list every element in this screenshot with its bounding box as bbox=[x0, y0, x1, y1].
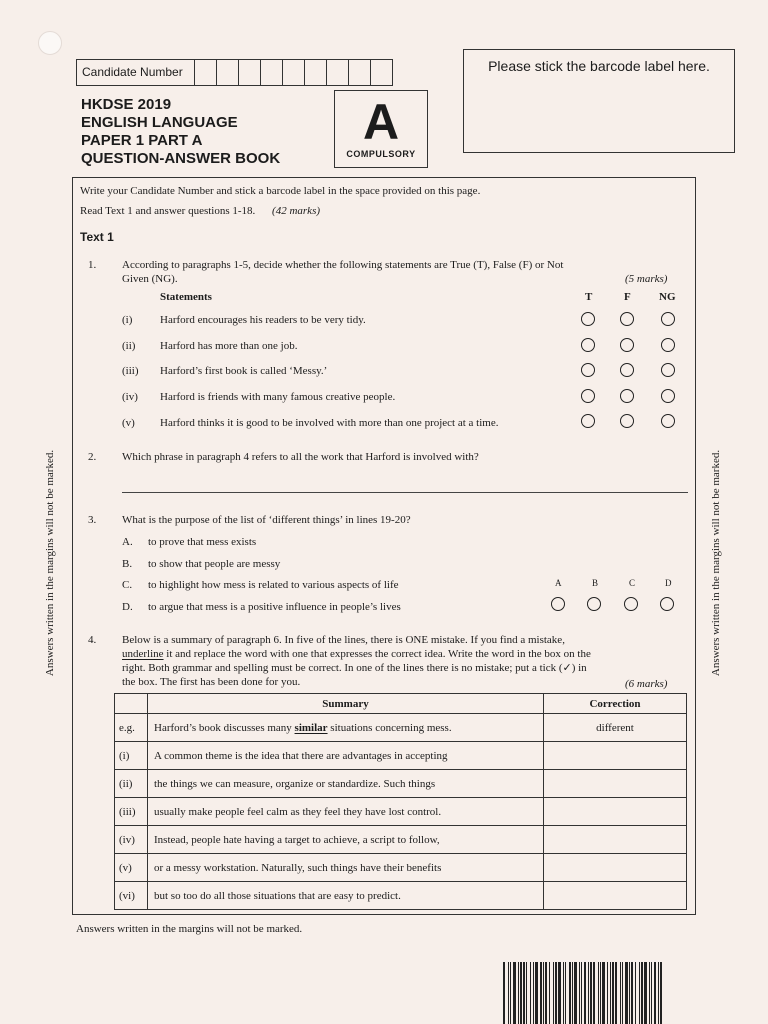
correction-cell[interactable] bbox=[544, 770, 687, 798]
barcode-bar bbox=[612, 962, 614, 1024]
candidate-digit-cell[interactable] bbox=[239, 60, 261, 85]
barcode-bar bbox=[654, 962, 656, 1024]
question-4-line-4: the box. The first has been done for you. bbox=[122, 676, 301, 688]
question-3-text: What is the purpose of the list of ‘different things’ in lines 19-20? bbox=[122, 514, 411, 526]
barcode-image bbox=[503, 962, 728, 1024]
answer-circle-not-given[interactable] bbox=[661, 338, 675, 352]
barcode-bar bbox=[584, 962, 586, 1024]
answer-circle-true[interactable] bbox=[581, 338, 595, 352]
barcode-bar bbox=[510, 962, 511, 1024]
barcode-bar bbox=[641, 962, 643, 1024]
summary-line[interactable]: the things we can measure, organize or standardize. Such things bbox=[148, 770, 544, 798]
table-row bbox=[115, 770, 687, 798]
candidate-digit-cell[interactable] bbox=[371, 60, 392, 85]
paper-letter: A bbox=[362, 94, 400, 150]
paper-type-box bbox=[334, 90, 428, 168]
option-letter: D. bbox=[122, 601, 133, 613]
option-letter: B. bbox=[122, 558, 133, 570]
column-not-given-label: NG bbox=[659, 291, 676, 303]
barcode-bar bbox=[607, 962, 608, 1024]
barcode-bar bbox=[553, 962, 554, 1024]
statement-number: (i) bbox=[122, 314, 133, 326]
row-number: (iii) bbox=[115, 798, 148, 826]
row-number: (v) bbox=[115, 854, 148, 882]
summary-line[interactable]: usually make people feel calm as they feel they have lost control. bbox=[148, 798, 544, 826]
barcode-bar bbox=[533, 962, 534, 1024]
barcode-bar bbox=[620, 962, 621, 1024]
summary-line[interactable]: but so too do all those situations that are easy to predict. bbox=[148, 882, 544, 910]
barcode-label-area[interactable] bbox=[463, 49, 735, 153]
candidate-digit-cell[interactable] bbox=[217, 60, 239, 85]
left-margin-note: Answers written in the margins will not be marked. bbox=[44, 449, 56, 677]
summary-line[interactable]: Instead, people hate having a target to achieve, a script to follow, bbox=[148, 826, 544, 854]
underline-keyword: underline bbox=[122, 648, 164, 660]
answer-letter-b: B bbox=[592, 578, 599, 588]
option-text: to show that people are messy bbox=[148, 558, 281, 570]
row-number: (iv) bbox=[115, 826, 148, 854]
barcode-bar bbox=[658, 962, 659, 1024]
table-row bbox=[115, 882, 687, 910]
question-1-text-line1: According to paragraphs 1-5, decide whether the following statements are True (T), False (F) or Not bbox=[122, 259, 564, 271]
question-4-line-2-text: it and replace the word with one that expresses the correct idea. Write the word in the box on the bbox=[166, 648, 591, 660]
question-2-text: Which phrase in paragraph 4 refers to all the work that Harford is involved with? bbox=[122, 451, 479, 463]
candidate-digit-cell[interactable] bbox=[261, 60, 283, 85]
answer-letter-c: C bbox=[629, 578, 636, 588]
summary-line bbox=[148, 714, 544, 742]
barcode-bar bbox=[520, 962, 522, 1024]
answer-circle-b[interactable] bbox=[587, 597, 601, 611]
barcode-bar bbox=[588, 962, 589, 1024]
statement-number: (ii) bbox=[122, 340, 136, 352]
barcode-bar bbox=[593, 962, 595, 1024]
answer-circle-d[interactable] bbox=[660, 597, 674, 611]
section-title: Text 1 bbox=[80, 230, 114, 244]
column-false-label: F bbox=[624, 291, 631, 303]
option-letter: A. bbox=[122, 536, 133, 548]
table-row bbox=[115, 854, 687, 882]
title-line: HKDSE 2019 bbox=[81, 96, 172, 113]
barcode-bar bbox=[503, 962, 505, 1024]
barcode-bar bbox=[540, 962, 542, 1024]
question-1-text-line2: Given (NG). bbox=[122, 273, 178, 285]
example-mistake-word: similar bbox=[294, 721, 328, 734]
candidate-digit-cell[interactable] bbox=[327, 60, 349, 85]
answer-circle-true[interactable] bbox=[581, 389, 595, 403]
correction-cell[interactable] bbox=[544, 798, 687, 826]
answer-circle-not-given[interactable] bbox=[661, 363, 675, 377]
candidate-number-label: Candidate Number bbox=[77, 60, 195, 85]
barcode-bar bbox=[644, 962, 647, 1024]
correction-cell[interactable] bbox=[544, 882, 687, 910]
answer-circle-c[interactable] bbox=[624, 597, 638, 611]
barcode-bar bbox=[590, 962, 592, 1024]
barcode-bar bbox=[565, 962, 566, 1024]
question-number: 2. bbox=[88, 451, 97, 463]
barcode-bar bbox=[631, 962, 633, 1024]
instruction-text: Read Text 1 and answer questions 1-18. bbox=[80, 205, 256, 217]
question-4-line-2 bbox=[122, 647, 591, 661]
barcode-bar bbox=[639, 962, 640, 1024]
barcode-bar bbox=[579, 962, 580, 1024]
barcode-bar bbox=[526, 962, 527, 1024]
table-header-summary: Summary bbox=[148, 694, 544, 714]
barcode-bar bbox=[558, 962, 561, 1024]
statement-text: Harford has more than one job. bbox=[160, 340, 298, 352]
barcode-bar bbox=[513, 962, 516, 1024]
barcode-bar bbox=[535, 962, 538, 1024]
barcode-bar bbox=[649, 962, 650, 1024]
candidate-digit-cell[interactable] bbox=[305, 60, 327, 85]
bottom-margin-note: Answers written in the margins will not be marked. bbox=[76, 923, 303, 935]
answer-circle-not-given[interactable] bbox=[661, 414, 675, 428]
title-line: PAPER 1 PART A bbox=[81, 132, 203, 149]
table-header-row bbox=[115, 694, 687, 714]
instruction-marks: (42 marks) bbox=[272, 205, 321, 217]
candidate-number-box bbox=[76, 59, 393, 86]
barcode-bar bbox=[600, 962, 601, 1024]
column-true-label: T bbox=[585, 291, 593, 303]
barcode-bar bbox=[629, 962, 630, 1024]
barcode-bar bbox=[545, 962, 547, 1024]
answer-letter-a: A bbox=[555, 578, 562, 588]
barcode-bar bbox=[602, 962, 605, 1024]
table-header-correction: Correction bbox=[544, 694, 687, 714]
summary-text: Harford’s book discusses many bbox=[154, 721, 292, 734]
title-line: ENGLISH LANGUAGE bbox=[81, 114, 238, 131]
table-row bbox=[115, 742, 687, 770]
barcode-bar bbox=[610, 962, 611, 1024]
barcode-bar bbox=[569, 962, 571, 1024]
option-text: to highlight how mess is related to various aspects of life bbox=[148, 579, 399, 591]
answer-circle-false[interactable] bbox=[620, 363, 634, 377]
barcode-bar bbox=[660, 962, 662, 1024]
answer-circle-true[interactable] bbox=[581, 414, 595, 428]
table-header-blank bbox=[115, 694, 148, 714]
statement-number: (iii) bbox=[122, 365, 139, 377]
barcode-bar bbox=[530, 962, 531, 1024]
barcode-label-instruction: Please stick the barcode label here. bbox=[488, 58, 710, 74]
question-number: 4. bbox=[88, 634, 97, 646]
exam-title bbox=[81, 96, 280, 168]
answer-circle-not-given[interactable] bbox=[661, 389, 675, 403]
statement-text: Harford is friends with many famous creative people. bbox=[160, 391, 396, 403]
barcode-bar bbox=[651, 962, 652, 1024]
answer-circle-false[interactable] bbox=[620, 338, 634, 352]
barcode-bar bbox=[625, 962, 628, 1024]
row-number: (vi) bbox=[115, 882, 148, 910]
barcode-bar bbox=[523, 962, 525, 1024]
barcode-bar bbox=[543, 962, 544, 1024]
barcode-bar bbox=[518, 962, 519, 1024]
row-number: (ii) bbox=[115, 770, 148, 798]
barcode-bar bbox=[635, 962, 636, 1024]
barcode-bar bbox=[615, 962, 617, 1024]
answer-circle-false[interactable] bbox=[620, 312, 634, 326]
row-number: (i) bbox=[115, 742, 148, 770]
barcode-bar bbox=[622, 962, 623, 1024]
question-4-line-3: right. Both grammar and spelling must be correct. In one of the lines there is no mistake; put a tick (✓) in bbox=[122, 662, 587, 674]
barcode-bar bbox=[598, 962, 599, 1024]
question-4-line-1: Below is a summary of paragraph 6. In five of the lines, there is ONE mistake. If you find a mistake, bbox=[122, 634, 565, 646]
answer-circle-true[interactable] bbox=[581, 312, 595, 326]
instruction-line-1: Write your Candidate Number and stick a barcode label in the space provided on this page. bbox=[80, 185, 481, 197]
statements-header: Statements bbox=[160, 291, 212, 303]
correction-cell: different bbox=[544, 714, 687, 742]
candidate-digit-cell[interactable] bbox=[195, 60, 217, 85]
candidate-digit-cell[interactable] bbox=[283, 60, 305, 85]
barcode-bar bbox=[581, 962, 582, 1024]
instruction-line-2 bbox=[80, 204, 320, 218]
candidate-digit-cell[interactable] bbox=[349, 60, 371, 85]
statement-number: (iv) bbox=[122, 391, 138, 403]
answer-circle-false[interactable] bbox=[620, 389, 634, 403]
question-number: 3. bbox=[88, 514, 97, 526]
correction-cell[interactable] bbox=[544, 826, 687, 854]
question-1-marks: (5 marks) bbox=[625, 273, 668, 285]
barcode-bar bbox=[574, 962, 577, 1024]
statement-text: Harford thinks it is good to be involved with more than one project at a time. bbox=[160, 417, 499, 429]
row-number: e.g. bbox=[115, 714, 148, 742]
answer-circle-false[interactable] bbox=[620, 414, 634, 428]
option-text: to argue that mess is a positive influence in people’s lives bbox=[148, 601, 401, 613]
question-number: 1. bbox=[88, 259, 97, 271]
statement-number: (v) bbox=[122, 417, 135, 429]
barcode-bar bbox=[508, 962, 509, 1024]
table-row bbox=[115, 798, 687, 826]
barcode-bar bbox=[549, 962, 550, 1024]
answer-circle-true[interactable] bbox=[581, 363, 595, 377]
answer-line[interactable] bbox=[122, 492, 688, 493]
question-4-marks: (6 marks) bbox=[625, 678, 668, 690]
option-text: to prove that mess exists bbox=[148, 536, 257, 548]
answer-circle-not-given[interactable] bbox=[661, 312, 675, 326]
barcode-bar bbox=[555, 962, 557, 1024]
statement-text: Harford’s first book is called ‘Messy.’ bbox=[160, 365, 328, 377]
right-margin-note: Answers written in the margins will not be marked. bbox=[710, 449, 722, 677]
barcode-bar bbox=[572, 962, 573, 1024]
title-line: QUESTION-ANSWER BOOK bbox=[81, 150, 281, 167]
summary-text: situations concerning mess. bbox=[330, 721, 452, 734]
paper-type-label: COMPULSORY bbox=[346, 149, 416, 159]
summary-line[interactable]: or a messy workstation. Naturally, such things have their benefits bbox=[148, 854, 544, 882]
table-row bbox=[115, 714, 687, 742]
summary-line[interactable]: A common theme is the idea that there are advantages in accepting bbox=[148, 742, 544, 770]
correction-cell[interactable] bbox=[544, 742, 687, 770]
answer-letter-d: D bbox=[665, 578, 672, 588]
summary-table bbox=[114, 693, 687, 910]
statement-text: Harford encourages his readers to be very tidy. bbox=[160, 314, 366, 326]
option-letter: C. bbox=[122, 579, 133, 591]
punch-hole bbox=[38, 31, 62, 55]
table-row bbox=[115, 826, 687, 854]
correction-cell[interactable] bbox=[544, 854, 687, 882]
answer-circle-a[interactable] bbox=[551, 597, 565, 611]
barcode-bar bbox=[563, 962, 564, 1024]
